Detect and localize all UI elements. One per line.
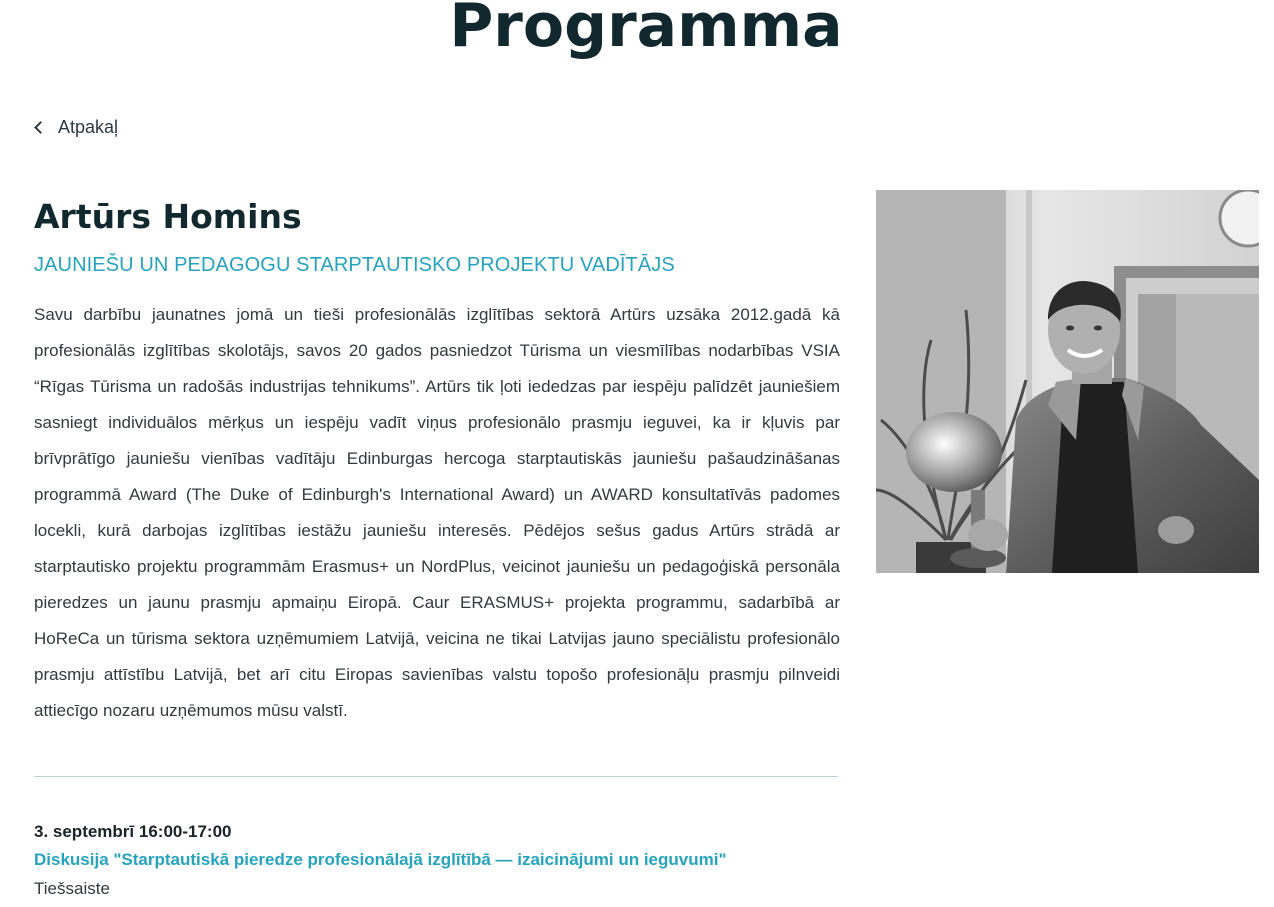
back-link[interactable] <box>33 114 118 140</box>
speaker-bio: Savu darbību jaunatnes jomā un tieši profesionālās izglītības sektorā Artūrs uzsāka 2012.gadā kā profesionālās izglītības skolotājs, savos 20 gados pasniedzot Tūrisma un viesmīlības nodarbības VSIA “Rīgas Tūrisma un radošās industrijas tehnikums”. Artūrs tik ļoti iededzas par iespēju palīdzēt jauniešiem sasniegt individuālos mērķus un iespēju vadīt viņus profesionālo prasmju ieguvei, ka ir kļuvis par brīvprātīgo jauniešu vienības vadītāju Edinburgas hercoga starptautiskās jauniešu pašaudzināšanas programmā Award (The Duke of Edinburgh's International Award) un AWARD konsultatīvās padomes locekli, kurā darbojas izglītības iestāžu jauniešu interesēs. Pēdējos sešus gadus Artūrs strādā ar starptautisko projektu programmām Erasmus+ un NordPlus, veicinot jauniešu un pedagoģiskā personāla pieredzes un jaunu prasmju apmaiņu Eiropā. Caur ERASMUS+ projekta programmu, sadarbībā ar HoReCa un tūrisma sektora uzņēmumiem Latvijā, veicina ne tikai Latvijas jauno speciālistu profesionālo prasmju attīstību Latvijā, bet arī citu Eiropas savienības valstu topošo profesionāļu prasmju pilnveidi attiecīgo nozaru uzņēmumos mūsu valstī. <box>34 305 840 720</box>
speaker-role: JAUNIEŠU UN PEDAGOGU STARPTAUTISKO PROJEKTU VADĪTĀJS <box>34 254 675 276</box>
speaker-photo-illustration <box>876 190 1259 573</box>
event-location: Tiešsaiste <box>34 879 110 898</box>
event-date-time: 3. septembrī 16:00-17:00 <box>34 822 232 841</box>
speaker-name: Artūrs Homins <box>34 197 302 236</box>
chevron-left-icon <box>34 121 47 134</box>
page-title: Programma <box>449 0 843 61</box>
event-info <box>34 818 834 904</box>
speaker-details <box>34 190 840 729</box>
section-divider <box>34 776 838 777</box>
back-link-label: Atpakaļ <box>58 116 119 137</box>
speaker-photo <box>876 190 1259 573</box>
event-title-link[interactable]: Diskusija "Starptautiskā pieredze profesionālajā izglītībā — izaicinājumi un ieguvumi" <box>34 850 727 869</box>
